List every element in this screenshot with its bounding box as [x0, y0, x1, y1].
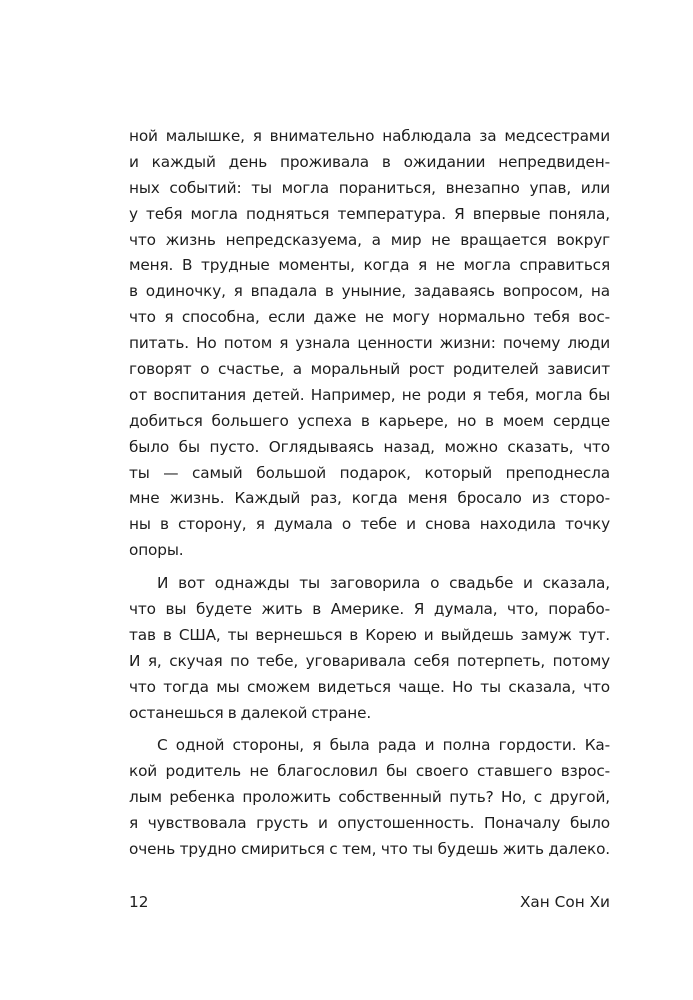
- text-line: кой родитель не благословил бы своего ставшего взрос-: [129, 762, 610, 781]
- text-line: очень трудно смириться с тем, что ты будешь жить далеко.: [129, 840, 610, 859]
- paragraph-3: [129, 733, 610, 862]
- text-line: ных событий: ты могла пораниться, внезапно упав, или: [129, 178, 610, 197]
- text-line: было бы пусто. Оглядываясь назад, можно сказать, что: [129, 437, 610, 456]
- paragraph-2: [129, 571, 610, 726]
- text-line: И вот однажды ты заговорила о свадьбе и сказала,: [157, 574, 610, 593]
- text-line: у тебя могла подняться температура. Я впервые поняла,: [129, 204, 610, 223]
- text-line: что тогда мы сможем видеться чаще. Но ты сказала, что: [129, 677, 610, 696]
- text-line: лым ребенка проложить собственный путь? Но, с другой,: [129, 788, 610, 807]
- text-line: ной малышке, я внимательно наблюдала за медсестрами: [129, 127, 610, 145]
- text-line: что жизнь непредсказуема, а мир не вращается вокруг: [129, 230, 610, 249]
- text-line: говорят о счастье, а моральный рост родителей зависит: [129, 360, 610, 379]
- text-line: я чувствовала грусть и опустошенность. Поначалу было: [129, 814, 610, 833]
- text-line: мне жизнь. Каждый раз, когда меня бросало из сторо-: [129, 489, 610, 508]
- text-line: и каждый день проживала в ожидании непредвиден-: [129, 152, 610, 171]
- text-line: добиться большего успеха в карьере, но в моем сердце: [129, 411, 610, 430]
- text-line: в одиночку, я впадала в уныние, задаваясь вопросом, на: [129, 282, 610, 301]
- running-footer-author: Хан Сон Хи: [519, 893, 610, 911]
- page-number: 12: [129, 893, 149, 911]
- text-line: опоры.: [129, 541, 184, 560]
- body-text: [129, 124, 610, 863]
- text-line: от воспитания детей. Например, не роди я тебя, могла бы: [129, 385, 610, 404]
- text-line: останешься в далекой стране.: [129, 703, 372, 722]
- text-line: ны в сторону, я думала о тебе и снова находила точку: [129, 515, 610, 534]
- paragraph-1: [129, 124, 610, 564]
- text-line: ты — самый большой подарок, который преподнесла: [129, 463, 610, 482]
- text-line: тав в США, ты вернешься в Корею и выйдешь замуж тут.: [129, 625, 610, 644]
- text-line: что вы будете жить в Америке. Я думала, что, порабо-: [129, 600, 610, 619]
- text-line: И я, скучая по тебе, уговаривала себя потерпеть, потому: [129, 651, 610, 670]
- text-line: меня. В трудные моменты, когда я не могла справиться: [129, 256, 610, 275]
- text-line: питать. Но потом я узнала ценности жизни: почему люди: [129, 334, 610, 353]
- text-line: С одной стороны, я была рада и полна гордости. Ка-: [157, 736, 610, 755]
- text-line: что я способна, если даже не могу нормально тебя вос-: [129, 308, 610, 327]
